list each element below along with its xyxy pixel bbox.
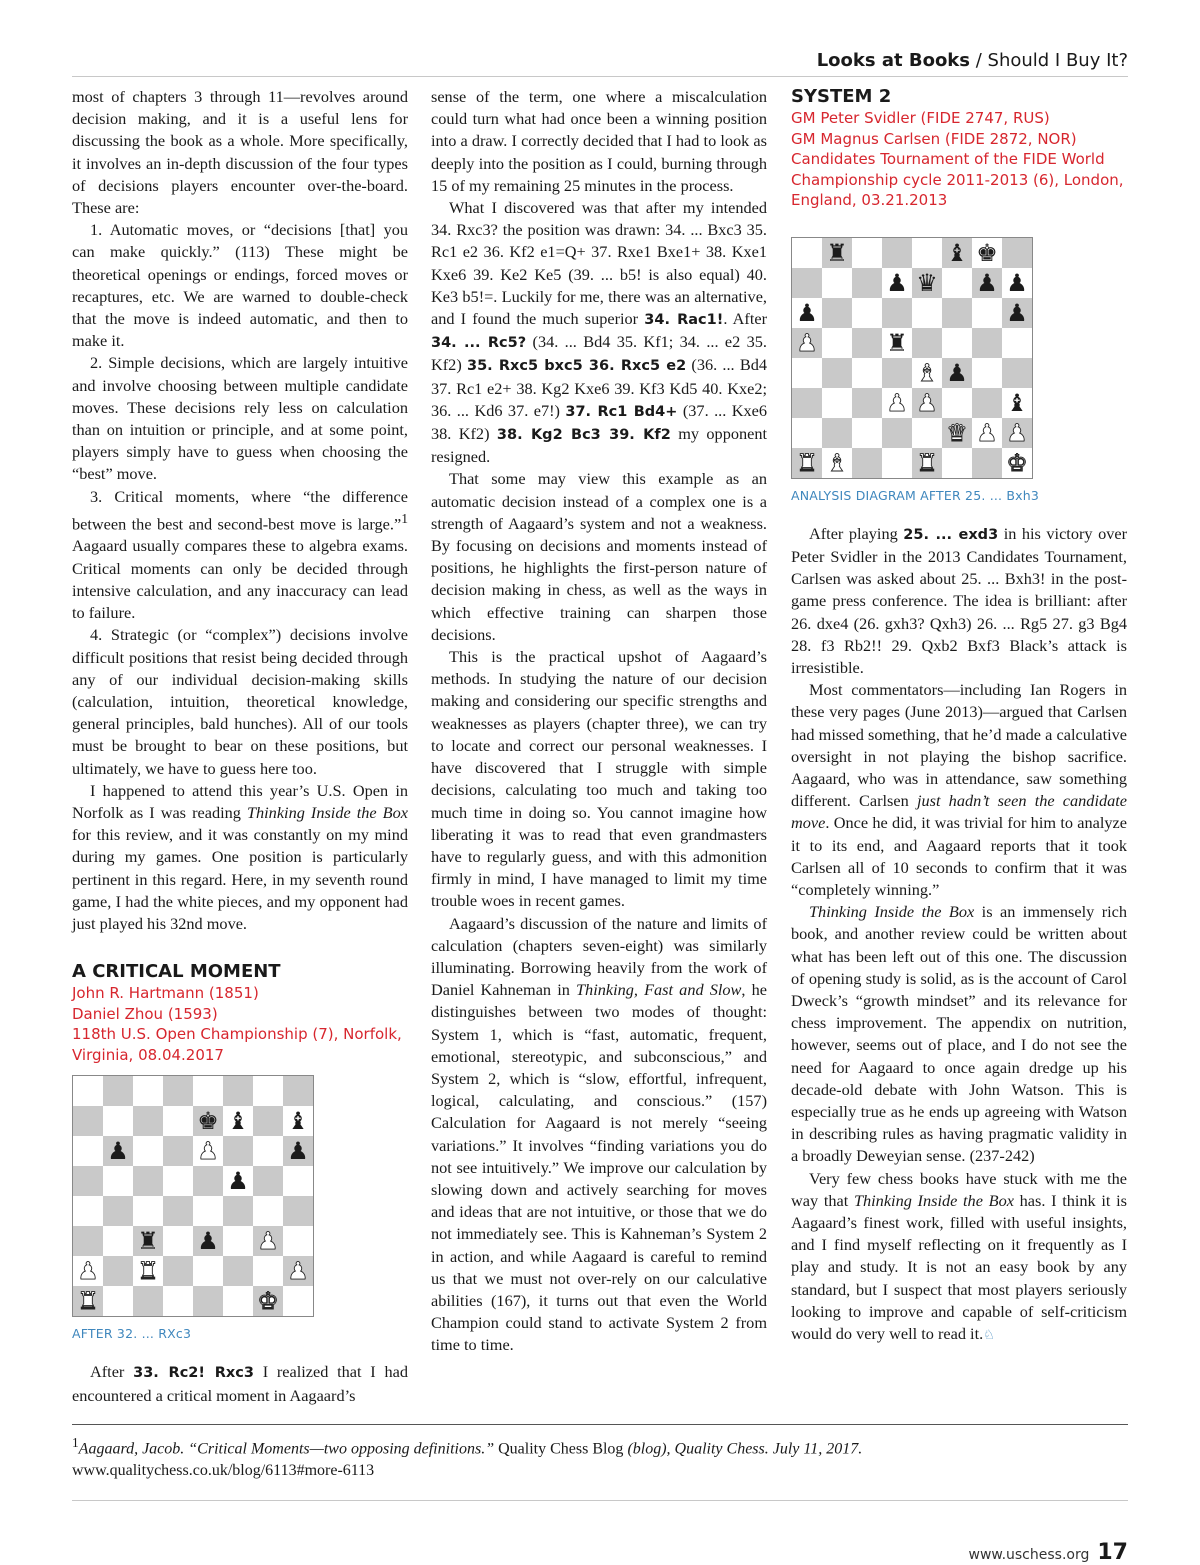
board-square (133, 1076, 163, 1106)
board-square (73, 1076, 103, 1106)
board-square (852, 328, 882, 358)
black-pawn-icon: ♟ (197, 1227, 219, 1256)
board-square (253, 1286, 283, 1316)
kahneman-book-title: Thinking, Fast and Slow (576, 980, 742, 1000)
black-king-icon: ♚ (197, 1107, 219, 1136)
board-square (972, 298, 1002, 328)
board-square (972, 268, 1002, 298)
board-square (253, 1106, 283, 1136)
board-square (103, 1256, 133, 1286)
white-pawn-icon: ♟ (796, 328, 818, 357)
board-square (792, 268, 822, 298)
board-square (103, 1196, 133, 1226)
board-square (163, 1196, 193, 1226)
board-square (972, 448, 1002, 478)
board-square (1002, 328, 1032, 358)
board-square (882, 268, 912, 298)
board-square (223, 1136, 253, 1166)
white-rook-icon: ♜ (137, 1257, 159, 1286)
board-square (283, 1256, 313, 1286)
black-bishop-icon: ♝ (287, 1107, 309, 1136)
white-rook-icon: ♜ (77, 1287, 99, 1316)
board-square (133, 1196, 163, 1226)
board-square (253, 1226, 283, 1256)
board-square (193, 1196, 223, 1226)
white-pawn-icon: ♟ (1006, 418, 1028, 447)
black-pawn-icon: ♟ (1006, 298, 1028, 327)
board-square (912, 298, 942, 328)
col1-p7-text-b: I realized that I had encountered a critical moment in Aagaard’s (72, 1362, 408, 1405)
board-square (73, 1286, 103, 1316)
black-queen-icon: ♛ (916, 268, 938, 297)
board-square (103, 1136, 133, 1166)
col1-paragraph-1: most of chapters 3 through 11—revolves around decision making, and it is a useful lens for discussing the book as a whole. More specifically, it involves an in-depth discussion of the four types of decisions players encounter over-the-board. These are: (72, 87, 408, 218)
black-rook-icon: ♜ (886, 328, 908, 357)
col2-paragraph-2 (431, 197, 767, 468)
move-34-rc5: 34. ... Rc5? (431, 335, 527, 352)
board-square (882, 298, 912, 328)
board-square (163, 1256, 193, 1286)
board-square (792, 238, 822, 268)
board-square (972, 358, 1002, 388)
board-square (73, 1256, 103, 1286)
col3-paragraph-2 (791, 679, 1127, 901)
board-square (103, 1166, 133, 1196)
page-footer (969, 1540, 1129, 1565)
header-section: Looks at Books (816, 50, 970, 71)
col2-paragraph-5 (431, 913, 767, 1357)
chess-diagram-1 (72, 1075, 314, 1317)
end-mark-icon: ♘ (983, 1327, 995, 1343)
section-title-critical-moment: A CRITICAL MOMENT (72, 961, 281, 983)
board-square (852, 448, 882, 478)
board-square (972, 238, 1002, 268)
board-square (283, 1226, 313, 1256)
footnote-ref: 1 (401, 510, 408, 526)
board-square (103, 1286, 133, 1316)
col1-p7-text-a: After (90, 1362, 134, 1382)
footnote-blog: Quality Chess Blog (494, 1440, 628, 1458)
board-square (283, 1286, 313, 1316)
board-square (133, 1226, 163, 1256)
black-rook-icon: ♜ (826, 238, 848, 267)
diagram-1-caption: AFTER 32. ... RXc3 (72, 1326, 192, 1342)
col1-p6-text-b: for this review, and it was constantly on my mind during my games. One position is particularly pertinent in this regard. Here, in my seventh round game, I had the white pieces, and my opponent had just played his 32nd move. (72, 825, 408, 933)
move-25-exd3: 25. ... exd3 (903, 526, 999, 543)
board-square (792, 298, 822, 328)
game2-event: Candidates Tournament of the FIDE World Championship cycle 2011-2013 (6), London, England, 03.21.2013 (791, 150, 1124, 209)
chess-diagram-2 (791, 237, 1033, 479)
footnote-number: 1 (72, 1435, 79, 1450)
board-square (283, 1106, 313, 1136)
col1-paragraph-5: 4. Strategic (or “complex”) decisions involve difficult positions that resist being decided through any of our individual decision-making skills (calculation, intuition, theoretical knowledge, general principles, bald hunches). All of our tools must be brought to bear on these positions, but ultimately, we have to guess here too. (72, 625, 408, 778)
black-pawn-icon: ♟ (1006, 268, 1028, 297)
game-header-2 (791, 108, 1127, 211)
board-square (253, 1076, 283, 1106)
col3-p1-text-b: in his victory over Peter Svidler in the 2013 Candidates Tournament, Carlsen was asked about 25. ... Bxh3! in the post-game press conference. The idea is brilliant: after 26. dxe4 (26. gxh3? Qxh3) 26. ... Rg5 27. g3 Bg4 28. f3 Rb2!! 29. Qxb2 Bxf3 Black’s attack is irresistible. (791, 523, 1127, 677)
col2-paragraph-4: This is the practical upshot of Aagaard’s methods. In studying the nature of our decision making and considering our specific strengths and weaknesses as players (chapter three), we can try to locate and correct our personal weaknesses. I have discovered that I struggle with simple decisions, calculating too much and taking too much time in doing so. You cannot imagine how liberating it was to read that even grandmasters have to regularly guess, and with this admonition firmly in mind, I have managed to limit my time trouble woes in recent games. (431, 647, 767, 911)
board-square (133, 1286, 163, 1316)
board-square (283, 1196, 313, 1226)
col1-paragraph-7 (72, 1361, 408, 1406)
board-square (253, 1136, 283, 1166)
game2-black: GM Magnus Carlsen (FIDE 2872, NOR) (791, 129, 1077, 148)
white-bishop-icon: ♝ (826, 448, 848, 477)
game1-black: Daniel Zhou (1593) (72, 1004, 218, 1023)
board-square (223, 1286, 253, 1316)
col1-paragraph-6 (72, 780, 408, 935)
board-square (912, 268, 942, 298)
footnote-publisher: (blog), Quality Chess. July 11, 2017. (627, 1440, 863, 1458)
board-square (912, 328, 942, 358)
col1-p4-text-b: Aagaard usually compares these to algebra exams. Critical moments can only be decided through intensive calculation, and any inaccuracy can lead to failure. (72, 536, 408, 623)
board-square (942, 328, 972, 358)
col2-p5-text-b: , he distinguishes between two modes of thought: System 1, which is “fast, automatic, frequent, emotional, stereotypic, and subconscious,” and System 2, which is “slow, effortful, infrequent, logical, calculating, and conscious.” (157) Calculation for Aagaard is not merely “seeing variations.” It involves “finding variations you do not see intuitively.” We improve our calculation by slowing down and actively searching for moves and ideas that are not intuitive, or those that we do not immediately see. This is Kahneman’s System 2 in action, and while Aagaard is careful to remind us that we must not over-rely on our calculative abilities (167), it turns out that even the World Champion could stand to activate System 2 from time to time. (431, 980, 767, 1355)
col3-paragraph-1 (791, 523, 1127, 679)
col3-p4-text-b: has. I think it is Aagaard’s finest work, filled with useful insights, and I find myself reflecting on it frequently as I play and study. It is not an easy book by any standard, but I suspect that most players seriously looking to improve and capable of self-criticism would do very well to read it. (791, 1190, 1128, 1344)
move-38-39: 38. Kg2 Bc3 39. Kf2 (496, 427, 671, 444)
white-bishop-icon: ♝ (916, 358, 938, 387)
board-square (852, 388, 882, 418)
col2-paragraph-3: That some may view this example as an automatic decision instead of a complex one is a strength of Aagaard’s system and not a weakness. By focusing on decisions and moments instead of positions, he highlights the first-person nature of decision making in chess, as well as the ways in which effective training can sharpen those decisions. (431, 469, 767, 644)
board-square (882, 328, 912, 358)
col1-paragraph-3: 2. Simple decisions, which are largely intuitive and involve choosing between multiple candidate moves. These decisions rely less on calculation than on intuition or principle, and at some point, players simply have to guess when choosing the “best” move. (72, 353, 408, 484)
black-pawn-icon: ♟ (886, 268, 908, 297)
col2-p2-text-d: (36. ... Bd4 37. Rc1 e2+ 38. Kg2 Kxe6 39. Kf3 Kd5 40. Kxe2; 36. ... Kd6 37. e7!) (431, 355, 768, 420)
board-square (73, 1196, 103, 1226)
board-square (163, 1076, 193, 1106)
white-pawn-icon: ♟ (976, 418, 998, 447)
board-square (103, 1106, 133, 1136)
board-square (133, 1256, 163, 1286)
board-square (822, 298, 852, 328)
board-square (912, 238, 942, 268)
board-square (882, 418, 912, 448)
black-rook-icon: ♜ (137, 1227, 159, 1256)
board-square (912, 448, 942, 478)
board-square (882, 388, 912, 418)
white-king-icon: ♚ (1006, 448, 1028, 477)
black-pawn-icon: ♟ (796, 298, 818, 327)
board-square (193, 1286, 223, 1316)
black-pawn-icon: ♟ (946, 358, 968, 387)
board-square (882, 358, 912, 388)
black-pawn-icon: ♟ (107, 1137, 129, 1166)
white-rook-icon: ♜ (916, 448, 938, 477)
black-pawn-icon: ♟ (227, 1167, 249, 1196)
col3-p2-text-b: . Once he did, it was trivial for him to analyze it to its end, and Aagaard reports that it took Carlsen all of 10 seconds to confirm that it was “completely winning.” (791, 813, 1127, 899)
board-square (822, 268, 852, 298)
board-square (942, 448, 972, 478)
black-bishop-icon: ♝ (1006, 388, 1028, 417)
board-square (942, 268, 972, 298)
board-square (912, 388, 942, 418)
col1-p4-text-a: 3. Critical moments, where “the difference between the best and second-best move is large.” (72, 486, 408, 534)
column-3 (791, 86, 1127, 1346)
white-pawn-icon: ♟ (886, 388, 908, 417)
board-square (73, 1226, 103, 1256)
col2-paragraph-1: sense of the term, one where a miscalculation could turn what had once been a winning position into a draw. I correctly decided that I had to look as deeply into the position as I could, burning through 15 of my remaining 25 minutes in the process. (431, 87, 767, 195)
board-square (822, 328, 852, 358)
white-queen-icon: ♛ (946, 418, 968, 447)
footnote-url[interactable]: www.qualitychess.co.uk/blog/6113#more-6113 (72, 1462, 375, 1480)
board-square (942, 358, 972, 388)
col2-p2-text-a: What I discovered was that after my intended 34. Rxc3? the position was drawn: 34. ... Bxc3 35. Rc1 e2 36. Kf2 e1=Q+ 37. Rxe1 Bxe1+ 38. Kxe1 Kxe6 39. Ke2 Ke5 (39. ... b5! is also equal) 40. Ke3 b5!=. Luckily for me, there was an alternative, and I found the much superior (431, 198, 767, 329)
white-pawn-icon: ♟ (77, 1257, 99, 1286)
board-square (1002, 298, 1032, 328)
footnote-citation: Aagaard, Jacob. “Critical Moments—two opposing definitions.” (78, 1440, 495, 1458)
page-number: 17 (1097, 1540, 1128, 1565)
board-square (882, 448, 912, 478)
column-1 (72, 86, 408, 1407)
board-square (193, 1256, 223, 1286)
board-square (163, 1106, 193, 1136)
black-king-icon: ♚ (976, 238, 998, 267)
black-bishop-icon: ♝ (227, 1107, 249, 1136)
board-square (852, 238, 882, 268)
book-title-2: Thinking Inside the Box (809, 902, 975, 922)
board-square (882, 238, 912, 268)
board-square (193, 1136, 223, 1166)
header-subtitle: Should I Buy It? (987, 50, 1128, 71)
board-square (852, 358, 882, 388)
col2-p2-text-b: . After (723, 309, 768, 329)
board-square (103, 1226, 133, 1256)
board-square (822, 388, 852, 418)
board-square (852, 268, 882, 298)
diagram-2-caption: ANALYSIS DIAGRAM AFTER 25. ... Bxh3 (791, 487, 1040, 503)
board-square (1002, 358, 1032, 388)
board-square (1002, 418, 1032, 448)
board-square (253, 1256, 283, 1286)
white-rook-icon: ♜ (796, 448, 818, 477)
move-37: 37. Rc1 Bd4+ (565, 403, 678, 420)
column-2 (431, 86, 767, 1357)
board-square (942, 388, 972, 418)
board-square (792, 418, 822, 448)
board-square (253, 1166, 283, 1196)
board-square (852, 418, 882, 448)
game-header-1 (72, 983, 408, 1065)
black-pawn-icon: ♟ (287, 1137, 309, 1166)
footnote-rule (72, 1424, 1128, 1425)
board-square (223, 1226, 253, 1256)
col1-paragraph-2: 1. Automatic moves, or “decisions [that] you can make quickly.” (113) These might be theoretical openings or endings, forced moves or recaptures, etc. We are warned to double-check that the move is indeed automatic, and then to make it. (72, 220, 408, 351)
col3-paragraph-3 (791, 901, 1127, 1167)
board-square (822, 448, 852, 478)
move-34-rac1: 34. Rac1! (644, 312, 724, 329)
col1-p6-text-a: I happened to attend this year’s U.S. Open in Norfolk as I was reading (72, 780, 408, 822)
running-header (817, 50, 1128, 71)
white-pawn-icon: ♟ (916, 388, 938, 417)
board-square (163, 1226, 193, 1256)
col3-p2-text-a: Most commentators—including Ian Rogers in these very pages (June 2013)—argued that Carlsen had missed something, that he’d made a calculative oversight in not playing the bishop sacrifice. Aagaard, who was in attendance, saw something different. Carlsen (791, 680, 1127, 811)
col3-p1-text-a: After playing (809, 523, 904, 543)
white-king-icon: ♚ (257, 1287, 279, 1316)
col3-p3-text: is an immensely rich book, and another review could be written about what has been left out of this one. The discussion of opening study is solid, as is the account of Carol Dweck’s “growth mindset” and its relevance for chess improvement. The appendix on nutrition, however, seems out of place, and I do not see the need for Aagaard to once again dredge up his decade-old debate with John Watson. This is especially true as he ends up agreeing with Watson in describing rules as having pragmatic validity in a broadly Deweyian sense. (237-242) (791, 902, 1128, 1166)
book-title-3: Thinking Inside the Box (853, 1190, 1014, 1210)
board-square (283, 1076, 313, 1106)
board-square (193, 1106, 223, 1136)
board-square (223, 1076, 253, 1106)
board-square (163, 1286, 193, 1316)
board-square (223, 1166, 253, 1196)
section-title-system-2: SYSTEM 2 (791, 86, 892, 107)
board-square (73, 1166, 103, 1196)
move-notation: 33. Rc2! Rxc3 (133, 1365, 254, 1382)
board-square (942, 418, 972, 448)
board-square (912, 358, 942, 388)
col2-p5-text-a: Aagaard’s discussion of the nature and limits of calculation (chapters seven-eight) was similarly illuminating. Borrowing heavily from the work of Daniel Kahneman in (431, 913, 767, 1000)
board-square (283, 1136, 313, 1166)
board-square (972, 388, 1002, 418)
col3-p2-emphasis: just hadn’t seen the candidate move (791, 791, 1127, 833)
board-square (942, 298, 972, 328)
col1-paragraph-4 (72, 486, 408, 625)
game1-white: John R. Hartmann (1851) (72, 984, 259, 1003)
board-square (223, 1106, 253, 1136)
board-square (1002, 238, 1032, 268)
header-separator: / (970, 50, 988, 71)
col2-p2-text-e: (37. ... Kxe6 38. Kf2) (431, 400, 767, 444)
board-square (163, 1166, 193, 1196)
col2-p2-text-c: (34. ... Bd4 35. Kf1; 34. ... e2 35. Kf2) (431, 332, 767, 375)
board-square (193, 1226, 223, 1256)
header-rule (72, 76, 1128, 77)
board-square (822, 238, 852, 268)
footnote (72, 1432, 1128, 1482)
board-square (1002, 448, 1032, 478)
board-square (1002, 388, 1032, 418)
col3-paragraph-4 (791, 1168, 1127, 1347)
board-square (972, 418, 1002, 448)
board-square (73, 1106, 103, 1136)
board-square (193, 1076, 223, 1106)
board-square (193, 1166, 223, 1196)
white-pawn-icon: ♟ (197, 1137, 219, 1166)
black-bishop-icon: ♝ (946, 238, 968, 267)
board-square (822, 358, 852, 388)
board-square (103, 1076, 133, 1106)
book-title: Thinking Inside the Box (246, 802, 408, 822)
white-pawn-icon: ♟ (257, 1227, 279, 1256)
footer-site[interactable]: www.uschess.org (968, 1547, 1090, 1563)
col3-p4-text-a: Very few chess books have stuck with me the way that (791, 1168, 1127, 1210)
board-square (852, 298, 882, 328)
board-square (223, 1196, 253, 1226)
board-square (822, 418, 852, 448)
game2-white: GM Peter Svidler (FIDE 2747, RUS) (791, 109, 1050, 127)
move-35-36: 35. Rxc5 bxc5 36. Rxc5 e2 (466, 358, 687, 375)
footer-rule (72, 1500, 1128, 1501)
game1-event: 118th U.S. Open Championship (7), Norfolk, Virginia, 08.04.2017 (72, 1025, 402, 1064)
board-square (133, 1136, 163, 1166)
board-square (163, 1136, 193, 1166)
board-square (253, 1196, 283, 1226)
board-square (972, 328, 1002, 358)
board-square (792, 358, 822, 388)
board-square (1002, 268, 1032, 298)
board-square (792, 448, 822, 478)
board-square (942, 238, 972, 268)
board-square (73, 1136, 103, 1166)
white-pawn-icon: ♟ (287, 1257, 309, 1286)
board-square (912, 418, 942, 448)
board-square (133, 1106, 163, 1136)
board-square (792, 388, 822, 418)
board-square (133, 1166, 163, 1196)
col2-p2-text-f: my opponent resigned. (431, 424, 768, 467)
board-square (223, 1256, 253, 1286)
board-square (283, 1166, 313, 1196)
black-pawn-icon: ♟ (976, 268, 998, 297)
board-square (792, 328, 822, 358)
